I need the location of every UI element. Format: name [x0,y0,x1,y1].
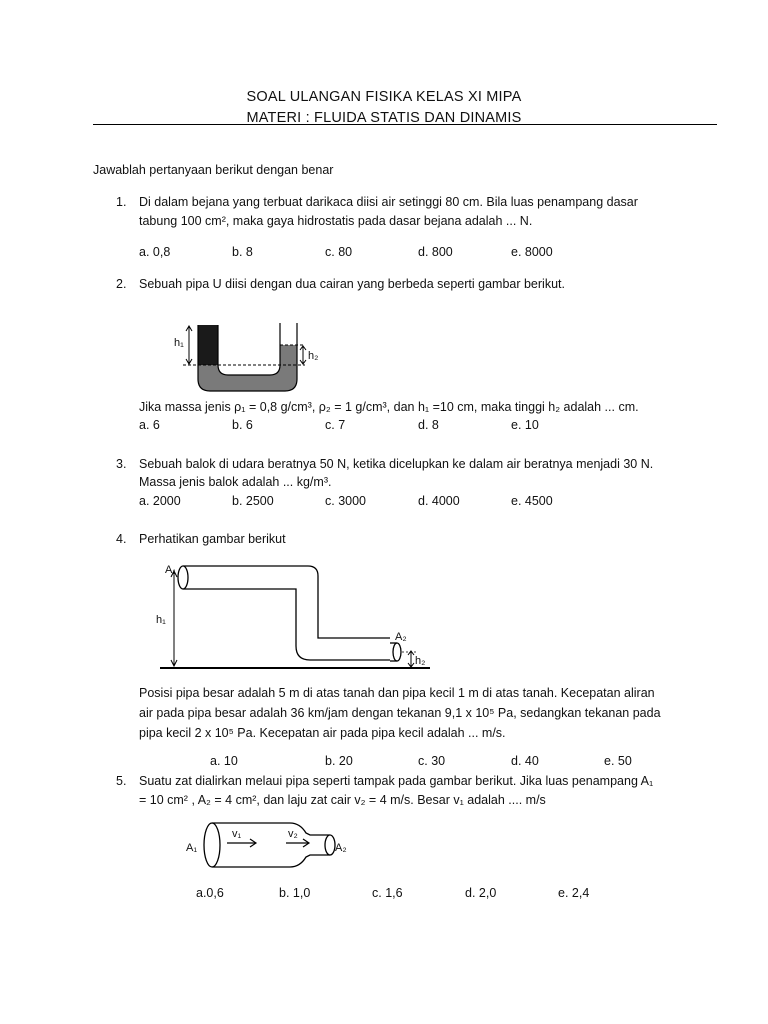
question-text: Di dalam bejana yang terbuat darikaca diisi air setinggi 80 cm. Bila luas penampang dasar [139,195,638,209]
option-e: e. 50 [604,754,632,768]
a2-label: A₂ [335,842,347,854]
option-e: e. 2,4 [558,886,590,900]
question-number: 1. [116,195,127,209]
option-d: d. 800 [418,245,453,259]
h1-label: h₁ [174,337,184,349]
option-c: c. 30 [418,754,446,768]
question-text: Massa jenis balok adalah ... kg/m³. [139,475,332,489]
v1-label: v₁ [232,828,242,840]
option-c: c. 1,6 [372,886,403,900]
option-c: c. 3000 [325,494,367,508]
question-text: Posisi pipa besar adalah 5 m di atas tanah dan pipa kecil 1 m di atas tanah. Kecepatan aliran [139,686,655,700]
option-b: b. 8 [232,245,253,259]
option-a: a. 10 [210,754,238,768]
option-d: d. 2,0 [465,886,497,900]
question-text: tabung 100 cm², maka gaya hidrostatis pada dasar bejana adalah ... N. [139,214,533,228]
question-number: 5. [116,774,127,788]
question-text: Jika massa jenis ρ₁ = 0,8 g/cm³, ρ₂ = 1 g/cm³, dan h₁ =10 cm, maka tinggi h₂ adalah ... cm. [139,400,639,414]
question-number: 2. [116,277,127,291]
question-number: 4. [116,532,127,546]
option-e: e. 8000 [511,245,553,259]
option-e: e. 4500 [511,494,553,508]
h2-label: h₂ [308,350,319,362]
option-a: a. 6 [139,418,160,432]
a2-label: A₂ [395,631,407,643]
venturi-figure [182,815,362,875]
question-text: = 10 cm² , A₂ = 4 cm², dan laju zat cair v₂ = 4 m/s. Besar v₁ adalah .... m/s [139,793,546,807]
question-text: Perhatikan gambar berikut [139,532,286,546]
h2-label: h₂ [415,655,426,667]
option-b: b. 20 [325,754,353,768]
question-number: 3. [116,457,127,471]
pipe-figure [150,560,440,675]
title-divider [93,124,717,125]
option-d: d. 8 [418,418,439,432]
v2-label: v₂ [288,828,298,840]
option-c: c. 80 [325,245,353,259]
option-a: a.0,6 [196,886,224,900]
instruction-text: Jawablah pertanyaan berikut dengan benar [93,163,334,177]
page-subtitle: MATERI : FLUIDA STATIS DAN DINAMIS [246,110,522,124]
option-b: b. 6 [232,418,253,432]
question-text: Suatu zat dialirkan melaui pipa seperti tampak pada gambar berikut. Jika luas penampang A₁ [139,774,654,788]
a1-label: A₁ [186,842,198,854]
option-e: e. 10 [511,418,539,432]
u-tube-figure [165,315,335,395]
option-a: a. 0,8 [139,245,171,259]
h1-label: h₁ [156,614,166,626]
option-d: d. 4000 [418,494,460,508]
option-c: c. 7 [325,418,346,432]
question-text: Sebuah pipa U diisi dengan dua cairan yang berbeda seperti gambar berikut. [139,277,565,291]
question-text: air pada pipa besar adalah 36 km/jam dengan tekanan 9,1 x 10⁵ Pa, sedangkan tekanan pada [139,706,661,720]
option-b: b. 1,0 [279,886,311,900]
question-text: Sebuah balok di udara beratnya 50 N, ketika dicelupkan ke dalam air beratnya menjadi 30 N. [139,457,654,471]
question-text: pipa kecil 2 x 10⁵ Pa. Kecepatan air pada pipa kecil adalah ... m/s. [139,726,506,740]
a1-label: A₁ [165,564,177,576]
option-a: a. 2000 [139,494,181,508]
option-d: d. 40 [511,754,539,768]
page-title: SOAL ULANGAN FISIKA KELAS XI MIPA [246,89,522,105]
option-b: b. 2500 [232,494,274,508]
